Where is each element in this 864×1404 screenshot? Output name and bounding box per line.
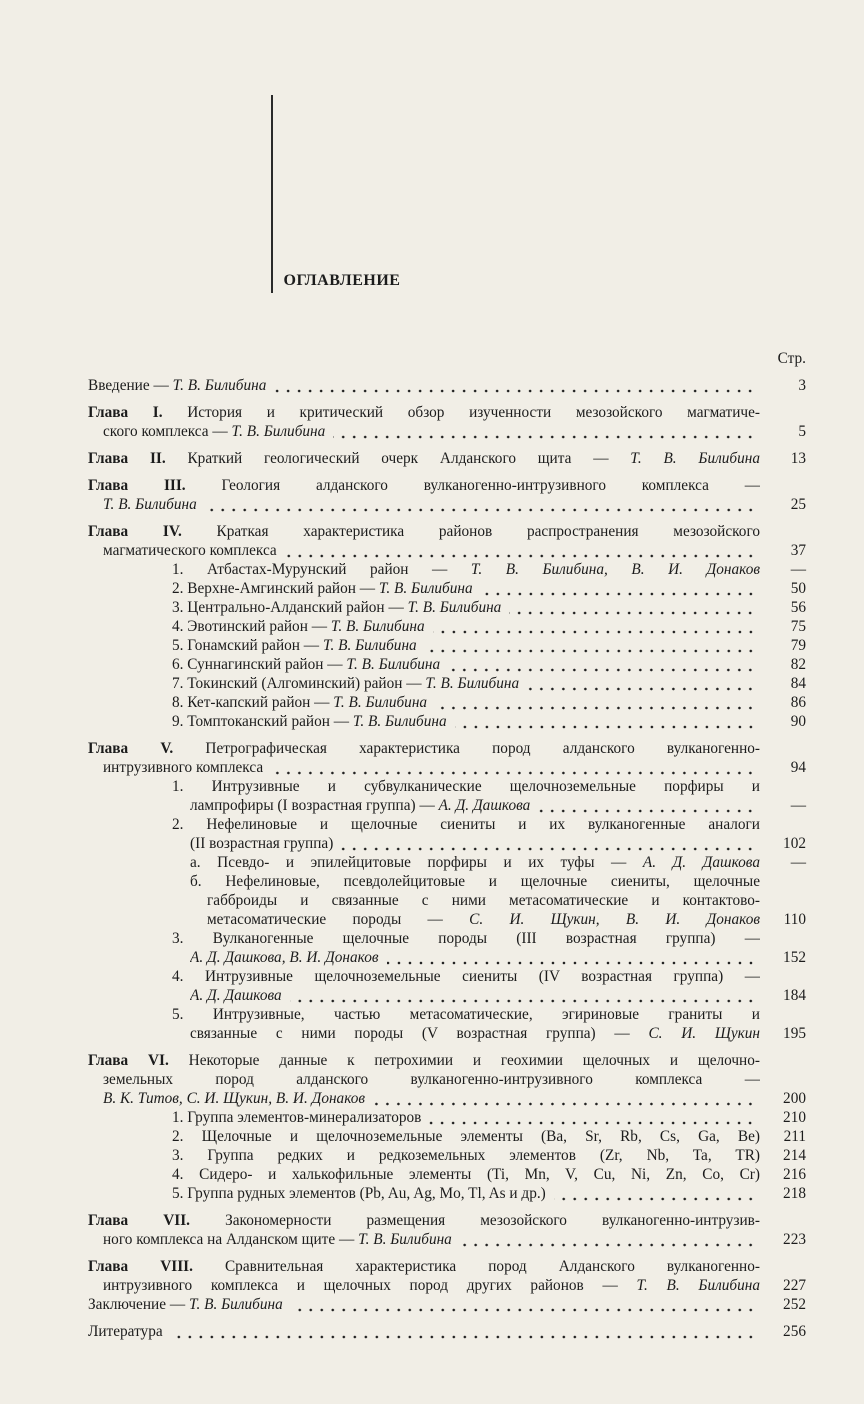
toc-line-text	[88, 1051, 760, 1070]
entry-title: интрузивного комплекса и щелочных пород других районов —	[103, 1277, 637, 1294]
toc-entry	[88, 1211, 806, 1249]
dot-leader	[425, 636, 756, 655]
vertical-rule	[271, 95, 273, 293]
toc-entry	[88, 1257, 806, 1314]
toc-line-text	[103, 541, 277, 560]
page-number: 211	[783, 1128, 806, 1145]
dot-leader	[538, 796, 756, 815]
chapter-label: Глава IV.	[88, 523, 182, 540]
toc-line	[88, 522, 806, 541]
entry-title: интрузивного комплекса	[103, 759, 264, 776]
dot-leader	[290, 986, 756, 1005]
toc-line	[88, 815, 806, 834]
author-name: Т. В. Билибина	[346, 656, 441, 673]
toc-entries	[88, 376, 806, 1341]
author-name: Т. В. Билибина	[172, 377, 267, 394]
toc-line-text	[190, 853, 760, 872]
toc-line	[88, 541, 806, 560]
page-number: 102	[783, 835, 806, 852]
page-number: 216	[783, 1166, 806, 1183]
toc-line-text	[172, 579, 473, 598]
page-title: ОГЛАВЛЕНИЕ	[283, 272, 401, 289]
dot-leader	[271, 758, 756, 777]
author-name: Т. В. Билибина	[322, 637, 417, 654]
entry-title: 8. Кет-капский район —	[172, 694, 334, 711]
toc-line	[88, 1146, 806, 1165]
dot-leader	[448, 655, 756, 674]
author-name: Т. В. Билибина	[330, 618, 425, 635]
toc-line	[88, 758, 806, 777]
entry-title: б. Нефелиновые, псевдолейцитовые и щелочные сиениты, щелочные	[190, 873, 760, 890]
entry-title: История и критический обзор изученности мезозойского магматиче-	[162, 404, 760, 421]
entry-title: 2. Щелочные и щелочноземельные элементы (Ba, Sr, Rb, Cs, Ga, Be)	[172, 1128, 760, 1145]
toc-line-text	[172, 560, 760, 579]
dot-leader	[527, 674, 756, 693]
entry-title: 7. Токинский (Алгоминский) район —	[172, 675, 426, 692]
toc-line	[88, 1276, 806, 1295]
toc-line	[88, 1024, 806, 1043]
chapter-label: Глава VI.	[88, 1052, 169, 1069]
dot-leader	[333, 422, 756, 441]
toc-entry	[88, 403, 806, 441]
toc-line	[88, 1070, 806, 1089]
toc-line-text	[88, 1257, 760, 1276]
toc-line-text	[88, 1295, 283, 1314]
entry-title: 5. Гонамский район —	[172, 637, 323, 654]
entry-title: связанные с ними породы (V возрастная группа) —	[190, 1025, 649, 1042]
toc-line-text	[172, 777, 760, 796]
entry-title: 5. Интрузивные, частью метасоматические, эгириновые граниты и	[172, 1006, 760, 1023]
toc-line-text	[172, 598, 501, 617]
entry-title: 9. Томптоканский район —	[172, 713, 353, 730]
entry-title: Введение —	[88, 377, 173, 394]
page-number: —	[790, 854, 806, 871]
entry-title: лампрофиры (I возрастная группа) —	[190, 797, 439, 814]
toc-line	[88, 910, 806, 929]
page-number: 84	[790, 675, 806, 692]
toc-line	[88, 449, 806, 468]
toc-line	[88, 1005, 806, 1024]
entry-title: Краткая характеристика районов распространения мезозойского	[181, 523, 760, 540]
toc-line-text	[172, 617, 425, 636]
entry-title: 1. Атбастах-Мурунский район —	[172, 561, 471, 578]
toc-line	[88, 1051, 806, 1070]
dot-leader	[171, 1322, 756, 1341]
toc-line-text	[103, 1089, 365, 1108]
author-name: Т. В. Билибина	[231, 423, 326, 440]
toc-line	[88, 403, 806, 422]
page-number: 227	[783, 1277, 806, 1294]
dot-leader	[291, 1295, 756, 1314]
toc-line-text	[88, 376, 266, 395]
page-number: 195	[783, 1025, 806, 1042]
toc-line-text	[88, 449, 760, 468]
dot-leader	[274, 376, 756, 395]
page-number: 3	[798, 377, 806, 394]
author-name: Т. В. Билибина	[407, 599, 502, 616]
entry-title: (II возрастная группа)	[190, 835, 334, 852]
entry-title: ного комплекса на Алданском щите —	[103, 1231, 359, 1248]
page-number: 110	[783, 911, 806, 928]
page-number: 86	[790, 694, 806, 711]
chapter-label: Глава I.	[88, 404, 163, 421]
page-number: —	[790, 561, 806, 578]
author-name: А. Д. Дашкова	[438, 797, 531, 814]
page-number: 256	[783, 1323, 806, 1340]
chapter-label: Глава II.	[88, 450, 166, 467]
author-name: С. И. Щукин, В. И. Донаков	[469, 911, 760, 928]
page-number: 56	[790, 599, 806, 616]
author-name: Т. В. Билибина	[636, 1277, 760, 1294]
toc-line	[88, 1089, 806, 1108]
toc-line-text	[190, 796, 530, 815]
toc-line-text	[88, 739, 760, 758]
toc-line	[88, 777, 806, 796]
dot-leader	[481, 579, 756, 598]
toc-line	[88, 422, 806, 441]
toc-line	[88, 560, 806, 579]
toc-line-text	[103, 495, 197, 514]
page-number: 13	[790, 450, 806, 467]
toc-line	[88, 674, 806, 693]
toc-line	[88, 891, 806, 910]
page-number: 37	[790, 542, 806, 559]
author-name: Т. В. Билибина	[352, 713, 447, 730]
author-name: Т. В. Билибина	[188, 1296, 283, 1313]
chapter-label: Глава III.	[88, 477, 186, 494]
toc-line-text	[172, 674, 519, 693]
toc-entry	[88, 522, 806, 731]
author-name: Т. В. Билибина	[333, 694, 428, 711]
page-number: 50	[790, 580, 806, 597]
entry-title: 3. Группа редких и редкоземельных элементов (Zr, Nb, Ta, TR)	[172, 1147, 760, 1164]
entry-title: Краткий геологический очерк Алданского щита —	[165, 450, 631, 467]
toc-line-text	[190, 834, 333, 853]
toc-line	[88, 1165, 806, 1184]
toc-line	[88, 617, 806, 636]
toc-line	[88, 376, 806, 395]
page-number: 5	[798, 423, 806, 440]
toc-line	[88, 1257, 806, 1276]
entry-title: 5. Группа рудных элементов (Pb, Au, Ag, Mo, Tl, As и др.)	[172, 1185, 546, 1202]
entry-title: Заключение —	[88, 1296, 189, 1313]
chapter-label: Глава VIII.	[88, 1258, 193, 1275]
entry-title: магматического комплекса	[103, 542, 277, 559]
table-of-contents	[88, 349, 806, 1341]
entry-title: метасоматические породы —	[207, 911, 470, 928]
toc-line-text	[172, 693, 427, 712]
page-number: 214	[783, 1147, 806, 1164]
dot-leader	[460, 1230, 756, 1249]
dot-leader	[433, 617, 756, 636]
toc-line-text	[190, 986, 282, 1005]
toc-line	[88, 579, 806, 598]
author-name: Т. В. Билибина, В. И. Донаков	[470, 561, 760, 578]
toc-line-text	[172, 1127, 760, 1146]
toc-line	[88, 476, 806, 495]
entry-title: Литература	[88, 1323, 163, 1340]
toc-line-text	[190, 872, 760, 891]
dot-leader	[205, 495, 756, 514]
toc-line	[88, 1211, 806, 1230]
entry-title: 6. Суннагинский район —	[172, 656, 347, 673]
toc-line-text	[172, 1146, 760, 1165]
entry-title: 3. Вулканогенные щелочные породы (III возрастная группа) —	[172, 930, 760, 947]
toc-line-text	[88, 1211, 760, 1230]
toc-line-text	[172, 636, 417, 655]
entry-title: 3. Центрально-Алданский район —	[172, 599, 408, 616]
author-name: Т. В. Билибина	[630, 450, 760, 467]
author-name: С. И. Щукин	[648, 1025, 760, 1042]
toc-line	[88, 929, 806, 948]
dot-leader	[373, 1089, 756, 1108]
entry-title: Некоторые данные к петрохимии и геохимии щелочных и щелочно-	[168, 1052, 760, 1069]
entry-title: Петрографическая характеристика пород алданского вулканогенно-	[173, 740, 760, 757]
entry-title: габброиды и связанные с ними метасоматические и контактово-	[207, 892, 760, 909]
page-number: 79	[790, 637, 806, 654]
entry-title: Геология алданского вулканогенно-интрузивного комплекса —	[185, 477, 760, 494]
toc-line	[88, 1184, 806, 1203]
author-name: А. Д. Дашкова, В. И. Донаков	[190, 949, 379, 966]
toc-line-text	[190, 948, 379, 967]
toc-line-text	[207, 910, 760, 929]
author-name: Т. В. Билибина	[425, 675, 520, 692]
entry-title: земельных пород алданского вулканогенно-интрузивного комплекса —	[103, 1071, 760, 1088]
page-number: 210	[783, 1109, 806, 1126]
toc-line-text	[190, 1024, 760, 1043]
toc-line	[88, 655, 806, 674]
dot-leader	[285, 541, 756, 560]
page-number: 82	[790, 656, 806, 673]
toc-line	[88, 986, 806, 1005]
entry-title: 1. Группа элементов-минерализаторов	[172, 1109, 422, 1126]
toc-line-text	[103, 422, 325, 441]
entry-title: 4. Интрузивные щелочноземельные сиениты (IV возрастная группа) —	[172, 968, 760, 985]
toc-line	[88, 967, 806, 986]
toc-line	[88, 1295, 806, 1314]
toc-entry	[88, 1322, 806, 1341]
page-number: 25	[790, 496, 806, 513]
toc-line-text	[172, 815, 760, 834]
entry-title: Сравнительная характеристика пород Алданского вулканогенно-	[192, 1258, 760, 1275]
toc-line-text	[172, 929, 760, 948]
author-name: А. Д. Дашкова	[642, 854, 760, 871]
page-number: 252	[783, 1296, 806, 1313]
author-name: А. Д. Дашкова	[190, 987, 282, 1004]
page-number: 200	[783, 1090, 806, 1107]
author-name: Т. В. Билибина	[378, 580, 473, 597]
entry-title: 2. Нефелиновые и щелочные сиениты и их вулканогенные аналоги	[172, 816, 760, 833]
toc-line-text	[172, 655, 440, 674]
toc-line-text	[172, 967, 760, 986]
entry-title: 1. Интрузивные и субвулканические щелочноземельные порфиры и	[172, 778, 760, 795]
dot-leader	[429, 1108, 756, 1127]
page-number: 223	[783, 1231, 806, 1248]
page-number: 90	[790, 713, 806, 730]
toc-line-text	[88, 522, 760, 541]
dot-leader	[341, 834, 756, 853]
toc-line-text	[103, 1276, 760, 1295]
toc-line-text	[172, 1165, 760, 1184]
toc-line	[88, 948, 806, 967]
dot-leader	[455, 712, 756, 731]
toc-line-text	[88, 403, 760, 422]
toc-line-text	[172, 1108, 421, 1127]
toc-line-text	[207, 891, 760, 910]
toc-entry	[88, 449, 806, 468]
toc-entry	[88, 476, 806, 514]
toc-line-text	[172, 712, 447, 731]
page-number: 218	[783, 1185, 806, 1202]
toc-entry	[88, 739, 806, 1043]
toc-line	[88, 636, 806, 655]
page-number: —	[790, 797, 806, 814]
author-name: Т. В. Билибина	[358, 1231, 452, 1248]
toc-line	[88, 1127, 806, 1146]
toc-line-text	[103, 1070, 760, 1089]
toc-line	[88, 712, 806, 731]
dot-leader	[387, 948, 756, 967]
entry-title: а. Псевдо- и эпилейцитовые порфиры и их туфы —	[190, 854, 643, 871]
toc-line	[88, 739, 806, 758]
toc-line-text	[172, 1184, 546, 1203]
dot-leader	[435, 693, 756, 712]
page-column-header: Стр.	[777, 350, 806, 367]
toc-line-text	[172, 1005, 760, 1024]
toc-line-text	[88, 1322, 163, 1341]
chapter-label: Глава VII.	[88, 1212, 191, 1229]
chapter-label: Глава V.	[88, 740, 174, 757]
toc-line-text	[88, 476, 760, 495]
page-number: 184	[783, 987, 806, 1004]
toc-line-text	[103, 1230, 452, 1249]
author-name: В. К. Титов, С. И. Щукин, В. И. Донаков	[103, 1090, 366, 1107]
entry-title: Закономерности размещения мезозойского вулканогенно-интрузив-	[190, 1212, 760, 1229]
page-number: 94	[790, 759, 806, 776]
entry-title: ского комплекса —	[103, 423, 232, 440]
dot-leader	[509, 598, 756, 617]
toc-line-text	[103, 758, 263, 777]
toc-line	[88, 1108, 806, 1127]
entry-title: 2. Верхне-Амгинский район —	[172, 580, 379, 597]
toc-line	[88, 853, 806, 872]
toc-line	[88, 598, 806, 617]
page-number: 75	[790, 618, 806, 635]
toc-entry	[88, 1051, 806, 1203]
toc-line	[88, 796, 806, 815]
toc-line	[88, 834, 806, 853]
entry-title: 4. Эвотинский район —	[172, 618, 331, 635]
dot-leader	[554, 1184, 756, 1203]
toc-entry	[88, 376, 806, 395]
toc-line	[88, 1322, 806, 1341]
author-name: Т. В. Билибина	[103, 496, 197, 513]
toc-line	[88, 495, 806, 514]
entry-title: 4. Сидеро- и халькофильные элементы (Ti, Mn, V, Cu, Ni, Zn, Co, Cr)	[172, 1166, 760, 1183]
toc-line	[88, 1230, 806, 1249]
page-number: 152	[783, 949, 806, 966]
toc-line	[88, 872, 806, 891]
toc-line	[88, 693, 806, 712]
